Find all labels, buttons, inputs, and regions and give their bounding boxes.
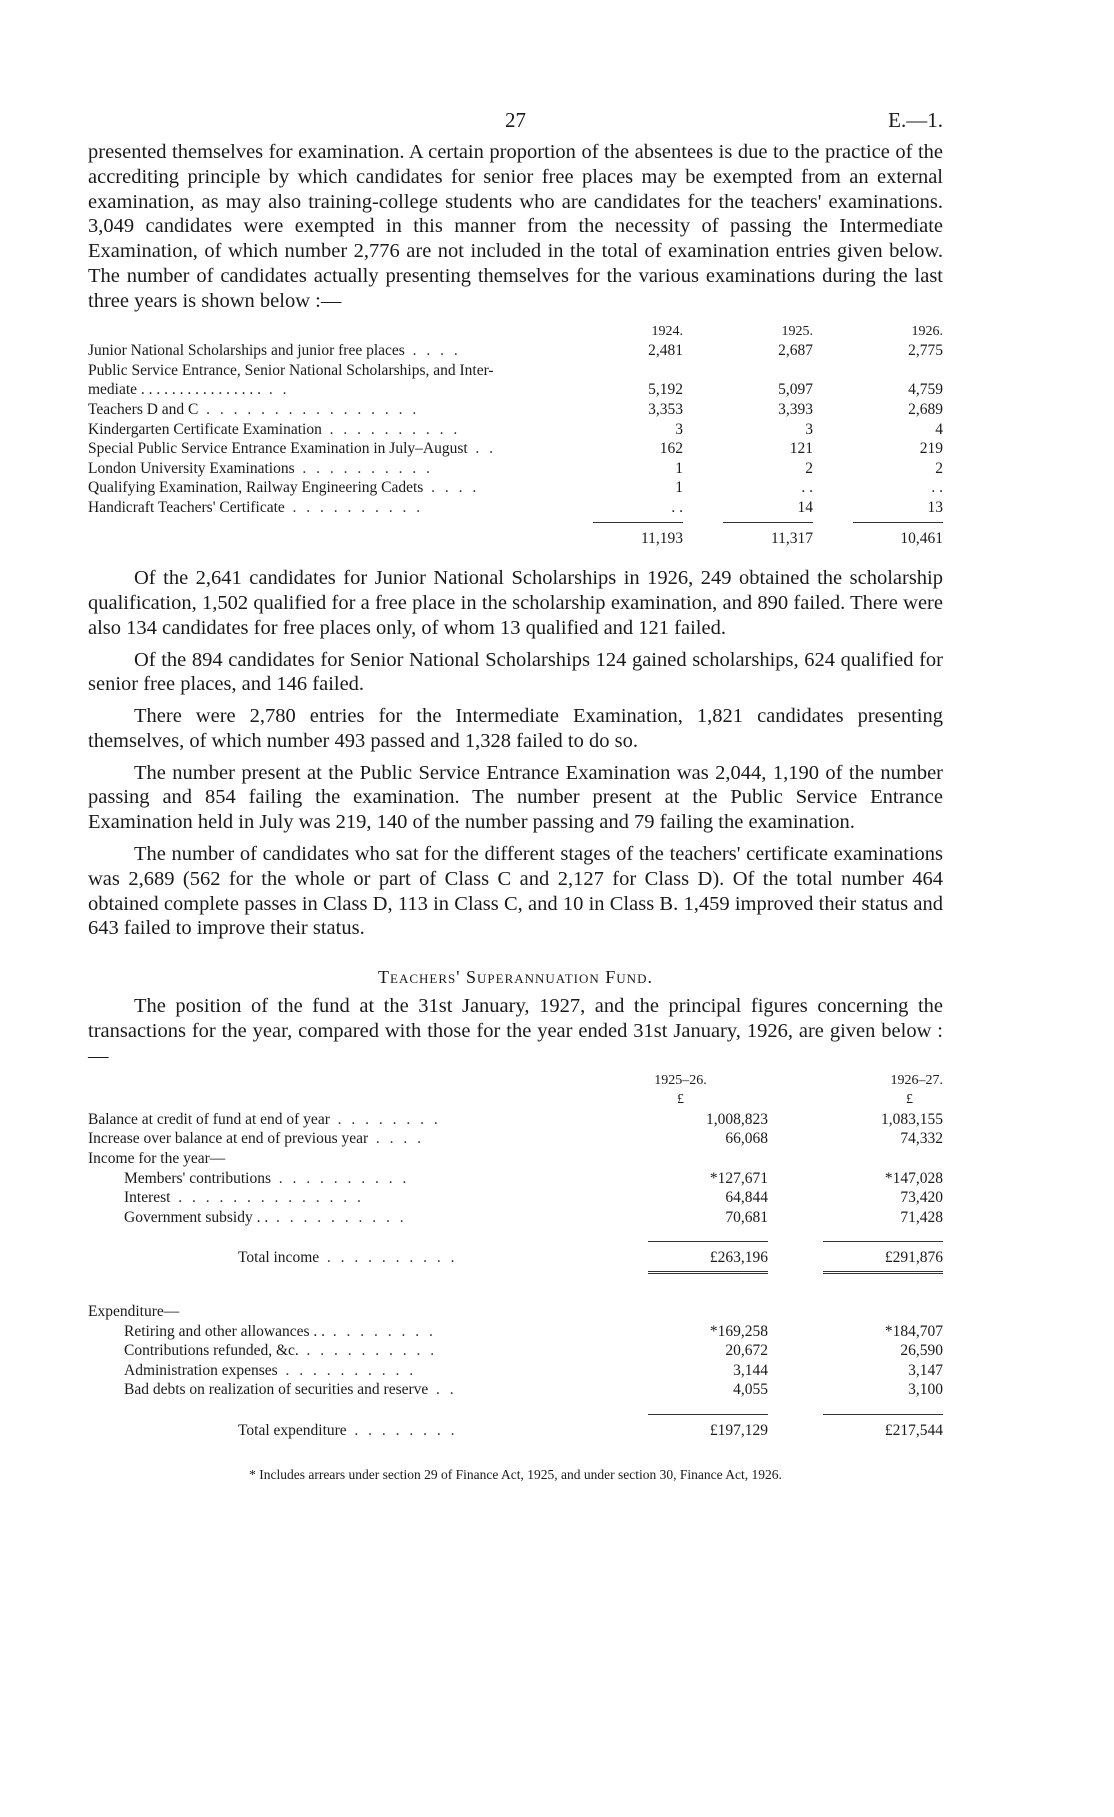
cell-value: . . [801, 479, 813, 497]
row-label [88, 1380, 593, 1400]
cell-value: 3 [805, 420, 813, 438]
row-label-text: Members' contributions [124, 1169, 272, 1187]
paragraph-4: There were 2,780 entries for the Intermediate Examination, 1,821 candidates presenting themselves, of which number 493 passed and 1,328 failed to do so. [88, 705, 943, 752]
expenditure-heading-row [88, 1302, 943, 1322]
row-label [88, 1169, 593, 1189]
paragraph-6: The number of candidates who sat for the different stages of the teachers' certificate examinations was 2,689 (562 for the whole or part of Class C and 2,127 for Class D). Of the total number 464 obtained complete passes in Class D, 113 in Class C, and 10 in Class B. 1,459 improved their status and 643 failed to improve their status. [88, 843, 943, 940]
cell-value: 3,100 [908, 1381, 943, 1399]
row-label-text: Interest [124, 1189, 171, 1207]
leader-dots: . . . . . . . . . . [278, 1169, 410, 1187]
column-header: 1926. [911, 323, 943, 339]
cell-value: 3,353 [648, 400, 683, 418]
fund-header-row [88, 1071, 943, 1091]
page-number: 27 [505, 108, 526, 132]
row-label [88, 1188, 593, 1208]
cell-value: 14 [797, 498, 813, 516]
paragraph-3: Of the 894 candidates for Senior National Scholarships 124 gained scholarships, 624 qualified for senior free places, and 146 failed. [88, 648, 943, 696]
cell-value: 2 [805, 459, 813, 477]
row-label-text: mediate . . . . . . . . . . . . . . . . [88, 381, 262, 399]
row-label [88, 1341, 593, 1361]
table-row [88, 1110, 943, 1130]
leader-dots: . . [268, 381, 290, 399]
cell-value: 71,428 [900, 1208, 943, 1226]
leader-dots: . . . . [375, 1130, 425, 1148]
section-title: Teachers' Superannuation Fund. [378, 967, 653, 988]
leader-dots: . . . . . . . . . . [302, 459, 434, 477]
total-1926: 10,461 [853, 522, 943, 549]
total-1924: 11,193 [593, 522, 683, 549]
leader-dots: . . . . [412, 342, 461, 360]
cell-value: 219 [919, 440, 943, 458]
cell-value: 1,008,823 [706, 1110, 768, 1128]
table-row [88, 1380, 943, 1400]
row-label-text: Special Public Service Entrance Examination in July–August [88, 440, 468, 458]
cell-value: 2,687 [778, 342, 813, 360]
row-label-text: Increase over balance at end of previous year [88, 1130, 369, 1148]
cell-value: 70,681 [725, 1208, 768, 1226]
currency-row [88, 1090, 943, 1110]
leader-dots: . . . . . . . . . . [292, 498, 424, 516]
document-reference: E.—1. [888, 108, 943, 132]
row-label-text: Balance at credit of fund at end of year [88, 1110, 330, 1128]
cell-value: . . [931, 479, 943, 497]
row-label [88, 1361, 593, 1381]
row-label-text: London University Examinations [88, 459, 295, 477]
row-label [88, 498, 553, 518]
leader-dots: . . [436, 1381, 457, 1399]
paragraph-1: presented themselves for examination. A certain proportion of the absentees is due to the practice of the accrediting principle by which candidates for senior free places may be exempted from an external examination, as may also training-college students who are candidates for the teachers' examinations. 3,049 candidates were exempted in this manner from the necessity of passing the Intermediate Examination, of which number 2,776 are not included in the total of examination entries given below. The number of candidates actually presenting themselves for the various examinations during the last three years is shown below :— [88, 141, 943, 312]
leader-dots: . . . . . . . . [354, 1421, 458, 1439]
paragraph-2: Of the 2,641 candidates for Junior National Scholarships in 1926, 249 obtained the scholarship qualification, 1,502 qualified for a free place in the scholarship examination, and 890 failed. There were also 134 candidates for free places only, of whom 13 qualified and 121 failed. [88, 567, 943, 639]
row-label [88, 420, 553, 440]
row-label-text: Government subsidy . . [124, 1208, 269, 1226]
table-row [88, 1129, 943, 1149]
table-row [88, 1188, 943, 1208]
row-label-text: Kindergarten Certificate Examination [88, 420, 322, 438]
cell-value: *147,028 [884, 1169, 943, 1187]
leader-dots: . . . . [431, 479, 480, 497]
row-label-text: Contributions refunded, &c. [124, 1342, 299, 1360]
row-label-text: Administration expenses [124, 1361, 278, 1379]
row-label [88, 1208, 593, 1228]
page-header [88, 108, 943, 136]
cell-value: 73,420 [900, 1189, 943, 1207]
cell-value: 20,672 [725, 1342, 768, 1360]
cell-value: 121 [789, 440, 813, 458]
leader-dots: . . . . . . . . . . [329, 420, 461, 438]
row-label [88, 1149, 593, 1169]
table-header-row [88, 322, 943, 342]
table-row [88, 341, 943, 361]
cell-value: 3 [675, 420, 683, 438]
column-header: 1925–26. [654, 1072, 707, 1088]
expenditure-label: Expenditure— [88, 1303, 180, 1320]
leader-dots: . . [475, 440, 497, 458]
cell-value: 2,775 [908, 342, 943, 360]
table-row [88, 478, 943, 498]
total-income-label: Total income [238, 1249, 320, 1267]
row-label-text: Bad debts on realization of securities and reserve [124, 1381, 429, 1399]
row-label-text: Junior National Scholarships and junior free places [88, 342, 405, 360]
table-row [88, 1361, 943, 1381]
table-row [88, 1322, 943, 1342]
cell-value: 5,192 [648, 381, 683, 399]
row-label-text: Teachers D and C [88, 400, 199, 418]
table-row [88, 400, 943, 420]
total-income-1926-27: £291,876 [823, 1241, 943, 1274]
cell-value: 3,393 [778, 400, 813, 418]
row-label [88, 341, 553, 361]
cell-value: 1 [675, 459, 683, 477]
table-row [88, 1208, 943, 1228]
row-label [88, 459, 553, 479]
leader-dots: . . . . . . . . . . [275, 1208, 407, 1226]
cell-value: 2,689 [908, 400, 943, 418]
currency-symbol: £ [677, 1092, 684, 1108]
cell-value: 2,481 [648, 342, 683, 360]
leader-dots: . . . . . . . . . . . . . . . . [206, 400, 420, 418]
row-label [88, 361, 553, 381]
cell-value: 2 [935, 459, 943, 477]
leader-dots: . . . . . . . . . . [285, 1361, 417, 1379]
cell-value: *169,258 [709, 1322, 768, 1340]
row-label [88, 400, 553, 420]
row-label-text: Handicraft Teachers' Certificate [88, 498, 285, 516]
paragraph-5: The number present at the Public Service Entrance Examination was 2,044, 1,190 of the number passing and 854 failing the examination. The number present at the Public Service Entrance Examination held in July was 219, 140 of the number passing and 79 failing the examination. [88, 761, 943, 834]
leader-dots: . . . . . . . . [337, 1110, 441, 1128]
cell-value: 66,068 [725, 1130, 768, 1148]
column-header: 1926–27. [890, 1072, 943, 1088]
cell-value: 4,759 [908, 381, 943, 399]
leader-dots: . . . . . . . . . . [326, 1249, 458, 1267]
column-header: 1924. [651, 323, 683, 339]
table-total-row [88, 522, 943, 549]
footnote: * Includes arrears under section 29 of Finance Act, 1925, and under section 30, Finance Act, 1926. [249, 1466, 782, 1482]
paragraph-7: The position of the fund at the 31st January, 1927, and the principal figures concerning the transactions for the year, compared with those for the year ended 31st January, 1926, are given below :— [88, 995, 943, 1067]
currency-symbol: £ [906, 1092, 913, 1108]
row-label-text: Income for the year— [88, 1150, 226, 1168]
cell-value: 4 [935, 420, 943, 438]
total-income-1925-26: £263,196 [648, 1241, 768, 1274]
total-1925: 11,317 [723, 522, 813, 549]
total-income-row [88, 1241, 943, 1274]
table-row [88, 420, 943, 440]
exam-candidates-table [88, 322, 943, 549]
table-row [88, 459, 943, 479]
cell-value: . . [671, 498, 683, 516]
table-row [88, 1169, 943, 1189]
table-row [88, 361, 943, 381]
cell-value: 5,097 [778, 381, 813, 399]
cell-value: *127,671 [709, 1169, 768, 1187]
table-row [88, 1149, 943, 1169]
cell-value: 3,147 [908, 1361, 943, 1379]
row-label-text: Public Service Entrance, Senior National Scholarships, and Inter- [88, 361, 494, 379]
cell-value: 26,590 [900, 1342, 943, 1360]
cell-value: 4,055 [733, 1381, 768, 1399]
row-label [88, 439, 553, 459]
cell-value: 1 [675, 479, 683, 497]
cell-value: 3,144 [733, 1361, 768, 1379]
row-label [88, 1110, 593, 1130]
table-row [88, 498, 943, 518]
total-expenditure-row [88, 1414, 943, 1441]
total-expenditure-label: Total expenditure [238, 1421, 347, 1439]
leader-dots: . . . . . . . . [332, 1322, 436, 1340]
document-page [88, 108, 943, 1483]
cell-value: 162 [659, 440, 683, 458]
row-label [88, 478, 553, 498]
cell-value: 1,083,155 [881, 1110, 943, 1128]
cell-value: *184,707 [884, 1322, 943, 1340]
cell-value: 74,332 [900, 1130, 943, 1148]
row-label-text: Retiring and other allowances . . [124, 1322, 326, 1340]
row-label [88, 380, 553, 400]
total-expenditure-1926-27: £217,544 [823, 1414, 943, 1441]
leader-dots: . . . . . . . . . . [306, 1342, 438, 1360]
table-row [88, 1341, 943, 1361]
total-expenditure-1925-26: £197,129 [648, 1414, 768, 1441]
cell-value: 64,844 [725, 1189, 768, 1207]
row-label [88, 1322, 593, 1342]
row-label-text: Qualifying Examination, Railway Engineering Cadets [88, 479, 424, 497]
table-row [88, 439, 943, 459]
superannuation-fund-table [88, 1071, 943, 1441]
table-row [88, 380, 943, 400]
leader-dots: . . . . . . . . . . . . . . [178, 1189, 364, 1207]
cell-value: 13 [927, 498, 943, 516]
column-header: 1925. [781, 323, 813, 339]
row-label [88, 1129, 593, 1149]
